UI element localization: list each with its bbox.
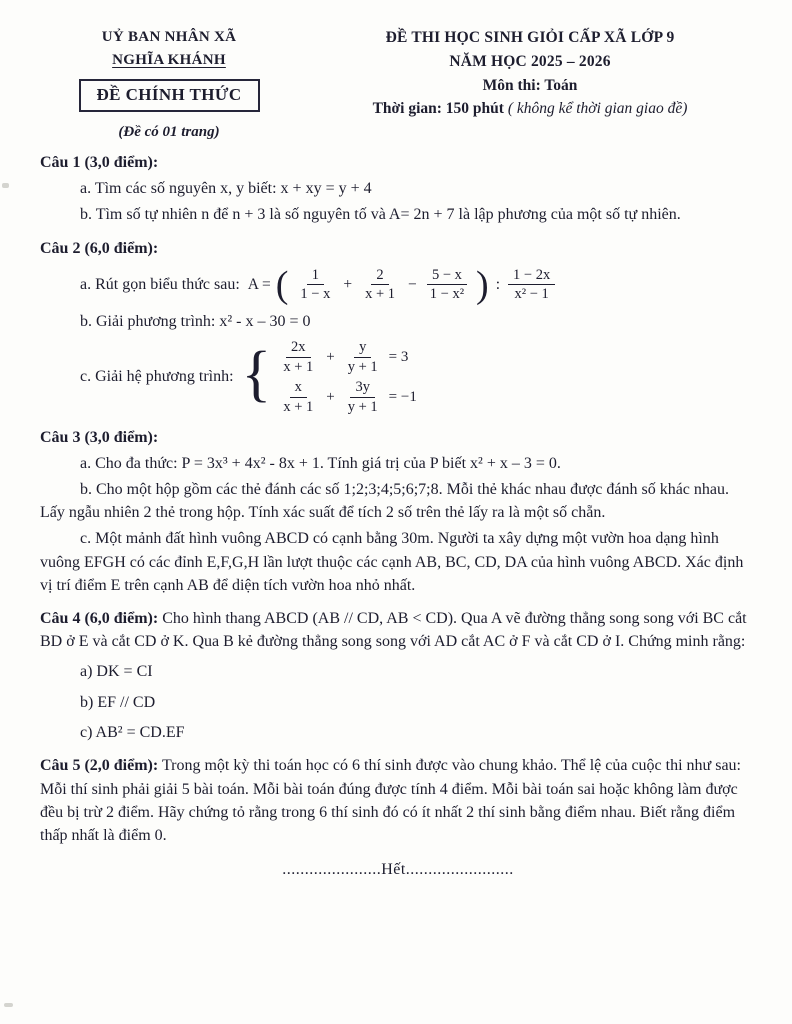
- system-equation-1: [276, 339, 417, 375]
- system-brace: {: [241, 340, 272, 409]
- fraction-3-denominator: 1 − x²: [429, 286, 465, 303]
- eq2-plus-operator: +: [326, 388, 335, 405]
- eq1-fraction-1-numerator: 2x: [286, 339, 311, 358]
- eq1-rhs: = 3: [388, 348, 409, 365]
- eq2-fraction-2: [343, 379, 383, 415]
- exam-time-line: [304, 97, 756, 120]
- question-1a: a. Tìm các số nguyên x, y biết: x + xy = y + 4: [80, 180, 372, 198]
- eq1-fraction-1: [278, 339, 318, 375]
- question-2a-expression: [247, 263, 557, 306]
- question-2-title: Câu 2 (6,0 điểm):: [40, 239, 159, 257]
- question-4a: a) DK = CI: [80, 663, 153, 681]
- fraction-4-denominator: x² − 1: [514, 286, 549, 303]
- exam-title: ĐỀ THI HỌC SINH GIỎI CẤP XÃ LỚP 9: [385, 29, 675, 46]
- question-2b: b. Giải phương trình: x² - x – 30 = 0: [80, 312, 311, 330]
- eq2-fraction-1: [278, 379, 318, 415]
- issuing-authority-block: [40, 26, 298, 141]
- open-paren: (: [275, 263, 289, 306]
- question-4: [40, 607, 756, 653]
- exam-title-block: [298, 26, 756, 121]
- question-2c: [40, 339, 756, 416]
- fraction-3: [425, 267, 469, 303]
- question-1b: b. Tìm số tự nhiên n để n + 3 là số nguyên tố và A= 2n + 7 là lập phương của một số tự nhiên.: [80, 206, 681, 224]
- fraction-3-numerator: 5 − x: [427, 267, 467, 286]
- document-footer: [40, 861, 756, 879]
- question-3a: a. Cho đa thức: P = 3x³ + 4x² - 8x + 1. Tính giá trị của P biết x² + x – 3 = 0.: [80, 454, 561, 472]
- exam-subject: Môn thi: Toán: [482, 77, 578, 95]
- exam-body: [40, 151, 756, 847]
- system-rows: [276, 339, 417, 416]
- scan-artifact: [4, 1003, 13, 1007]
- question-4-text: Cho hình thang ABCD (AB // CD, AB < CD). Qua A vẽ đường thẳng song song với BC cắt BD ở E và cắt CD ở K. Qua B kẻ đường thẳng song song với AD cắt AC ở F và cắt CD ở I. Chứng minh rằng:: [40, 609, 747, 651]
- eq1-fraction-2-denominator: y + 1: [347, 358, 378, 375]
- official-exam-label: ĐỀ CHÍNH THỨC: [96, 85, 242, 104]
- question-2a: [40, 263, 756, 306]
- school-year: NĂM HỌC 2025 – 2026: [449, 53, 611, 71]
- fraction-1: [295, 267, 335, 303]
- exam-time-note: ( không kể thời gian giao đề): [507, 100, 688, 118]
- authority-unit: NGHĨA KHÁNH: [112, 51, 226, 68]
- official-exam-stamp-box: [79, 79, 260, 112]
- fraction-2: [360, 267, 400, 303]
- question-4b: b) EF // CD: [80, 693, 156, 711]
- fraction-1-denominator: 1 − x: [300, 286, 331, 303]
- question-4-title: Câu 4 (6,0 điểm):: [40, 609, 159, 627]
- eq1-fraction-2-numerator: y: [354, 339, 371, 358]
- fraction-4: [508, 267, 555, 303]
- eq1-plus-operator: +: [326, 348, 335, 365]
- question-5: [40, 754, 756, 847]
- question-5-text: Trong một kỳ thi toán học có 6 thí sinh được vào chung khảo. Thể lệ của cuộc thi như sau: Mỗi thí sinh phải giải 5 bài toán. Mỗi bài toán đúng được tính 4 điểm. Mỗi bài toán sai hoặc không làm được đều bị trừ 2 điểm. Hãy chứng tỏ rằng trong 6 thí sinh đó có ít nhất 2 thí sinh bằng điểm nhau. Biết rằng điểm thấp nhất là điểm 0.: [40, 757, 741, 845]
- fraction-4-numerator: 1 − 2x: [508, 267, 555, 286]
- fraction-2-numerator: 2: [371, 267, 388, 286]
- question-3c: c. Một mảnh đất hình vuông ABCD có cạnh bằng 30m. Người ta xây dựng một vườn hoa dạng hình vuông EFGH có các đỉnh E,F,G,H lần lượt thuộc các cạnh AB, BC, CD, DA của hình vuông ABCD. Xác định vị trí điểm E trên cạnh AB để diện tích vườn hoa nhỏ nhất.: [40, 530, 744, 594]
- document-header: [40, 26, 756, 141]
- eq2-fraction-1-denominator: x + 1: [283, 398, 314, 415]
- equation-system: [242, 339, 417, 416]
- eq2-fraction-1-numerator: x: [290, 379, 307, 398]
- question-4c: c) AB² = CD.EF: [80, 724, 185, 742]
- fraction-2-denominator: x + 1: [365, 286, 396, 303]
- fraction-1-numerator: 1: [307, 267, 324, 286]
- question-3-title: Câu 3 (3,0 điểm):: [40, 428, 159, 446]
- exam-duration: Thời gian: 150 phút: [372, 100, 504, 118]
- expression-lhs: A =: [247, 275, 271, 293]
- scan-artifact: [2, 183, 9, 188]
- question-2c-label: c. Giải hệ phương trình:: [80, 368, 234, 386]
- end-of-exam-marker: ......................Hết........................: [282, 861, 514, 879]
- question-2a-label: a. Rút gọn biểu thức sau:: [80, 275, 240, 293]
- division-colon: :: [495, 275, 501, 293]
- system-equation-2: [276, 379, 417, 415]
- eq1-fraction-2: [343, 339, 383, 375]
- eq1-fraction-1-denominator: x + 1: [283, 358, 314, 375]
- eq2-fraction-2-denominator: y + 1: [347, 398, 378, 415]
- question-1-title: Câu 1 (3,0 điểm):: [40, 154, 159, 171]
- eq2-fraction-2-numerator: 3y: [350, 379, 375, 398]
- page-count-note: (Đề có 01 trang): [118, 124, 220, 140]
- question-5-title: Câu 5 (2,0 điểm):: [40, 757, 159, 775]
- minus-operator: −: [408, 275, 417, 293]
- question-3b: b. Cho một hộp gồm các thẻ đánh các số 1;2;3;4;5;6;7;8. Mỗi thẻ khác nhau được đánh số khác nhau. Lấy ngẫu nhiên 2 thẻ trong hộp. Tính xác suất để tích 2 số trên thẻ lấy ra là một số chẵn.: [40, 481, 729, 522]
- authority-name: UỶ BAN NHÂN XÃ: [101, 29, 237, 45]
- plus-operator: +: [343, 275, 353, 293]
- close-paren: ): [476, 263, 489, 306]
- eq2-rhs: = −1: [388, 388, 417, 405]
